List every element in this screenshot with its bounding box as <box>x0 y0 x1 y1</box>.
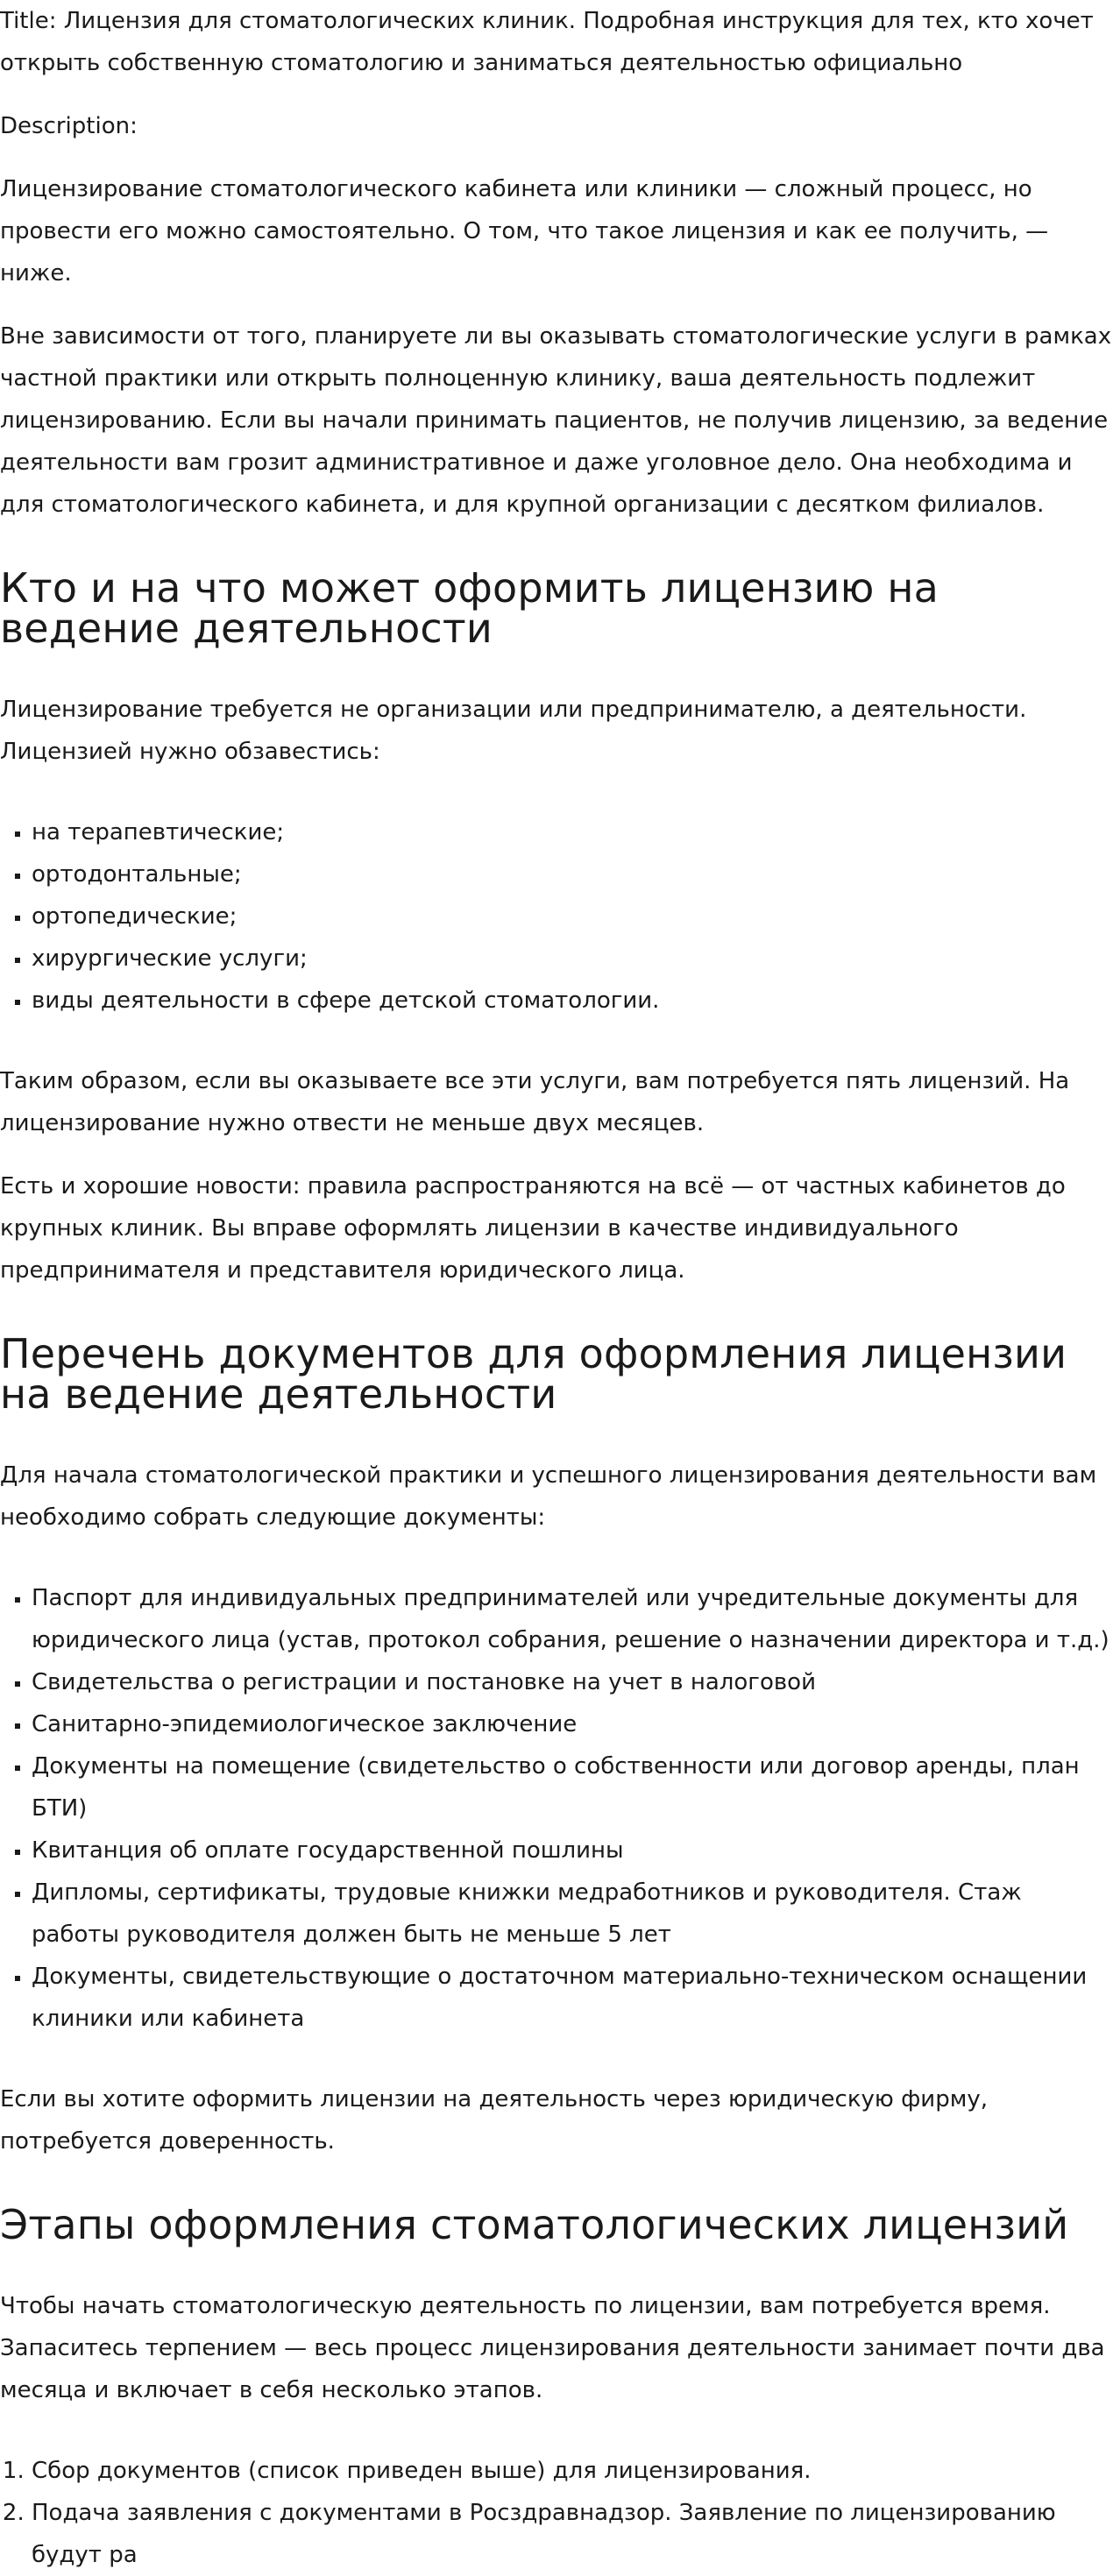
list-item: ▪ Паспорт для индивидуальных предпринимателей или учредительные документы для юридического лица (устав, протокол собрания, решение о назначении директора и т.д.) <box>32 1577 1113 1661</box>
section-who-after-1: Таким образом, если вы оказываете все эти услуги, вам потребуется пять лицензий. На лицензирование нужно отвести не меньше двух месяцев. <box>0 1068 1070 1136</box>
list-item: ▪ Квитанция об оплате государственной пошлины <box>32 1829 1113 1872</box>
list-item: ▪ Дипломы, сертификаты, трудовые книжки медработников и руководителя. Стаж работы руководителя должен быть не меньше 5 лет <box>32 1872 1113 1956</box>
list-item: ▪ Документы, свидетельствующие о достаточном материально-техническом оснащении клиники или кабинета <box>32 1956 1113 2040</box>
section-heading-documents: Перечень документов для оформления лицензии на ведение деятельности <box>0 1330 1067 1418</box>
section-heading-who: Кто и на что может оформить лицензию на ведение деятельности <box>0 564 939 652</box>
activity-types-list <box>0 811 1113 1022</box>
list-item: ▪ хирургические услуги; <box>32 938 1113 980</box>
intro-paragraph-2: Вне зависимости от того, планируете ли вы оказывать стоматологические услуги в рамках частной практики или открыть полноценную клинику, ваша деятельность подлежит лицензированию. Если вы начали принимать пациентов, не получив лицензию, за ведение деятельности вам грозит административное и даже уголовное дело. Она необходима и для стоматологического кабинета, и для крупной организации с десятком филиалов. <box>0 323 1112 518</box>
list-item: ▪ на терапевтические; <box>32 811 1113 853</box>
intro-paragraph-1: Лицензирование стоматологического кабинета или клиники — сложный процесс, но провести его можно самостоятельно. О том, что такое лицензия и как ее получить, — ниже. <box>0 176 1049 287</box>
section-stages-lead: Чтобы начать стоматологическую деятельность по лицензии, вам потребуется время. Запаситесь терпением — весь процесс лицензирования деятельности занимает почти два месяца и включает в себя несколько этапов. <box>0 2293 1105 2403</box>
description-label: Description: <box>0 113 138 139</box>
list-item: ▪ Документы на помещение (свидетельство о собственности или договор аренды, план БТИ) <box>32 1745 1113 1829</box>
list-item: ▪ Санитарно-эпидемиологическое заключение <box>32 1703 1113 1745</box>
stages-list <box>0 2450 1113 2576</box>
list-item: ▪ ортодонтальные; <box>32 853 1113 895</box>
list-item: ▪ виды деятельности в сфере детской стоматологии. <box>32 980 1113 1022</box>
section-documents-lead: Для начала стоматологической практики и успешного лицензирования деятельности вам необходимо собрать следующие документы: <box>0 1462 1097 1531</box>
list-item: 1. Сбор документов (список приведен выше) для лицензирования. <box>32 2450 1113 2492</box>
section-heading-stages: Этапы оформления стоматологических лицензий <box>0 2201 1069 2248</box>
list-item: ▪ ортопедические; <box>32 895 1113 938</box>
section-who-after-2: Есть и хорошие новости: правила распространяются на всё — от частных кабинетов до крупных клиник. Вы вправе оформлять лицензии в качестве индивидуального предпринимателя и представителя юридического лица. <box>0 1173 1066 1284</box>
document-title: Title: Лицензия для стоматологических клиник. Подробная инструкция для тех, кто хочет открыть собственную стоматологию и заниматься деятельностью официально <box>0 8 1094 76</box>
section-documents-after: Если вы хотите оформить лицензии на деятельность через юридическую фирму, потребуется доверенность. <box>0 2086 988 2155</box>
list-item: 2. Подача заявления с документами в Росздравнадзор. Заявление по лицензированию будут ра <box>32 2492 1113 2576</box>
section-who-lead: Лицензирование требуется не организации или предпринимателю, а деятельности. Лицензией нужно обзавестись: <box>0 697 1027 765</box>
documents-list <box>0 1577 1113 2040</box>
list-item: ▪ Свидетельства о регистрации и постановке на учет в налоговой <box>32 1661 1113 1703</box>
